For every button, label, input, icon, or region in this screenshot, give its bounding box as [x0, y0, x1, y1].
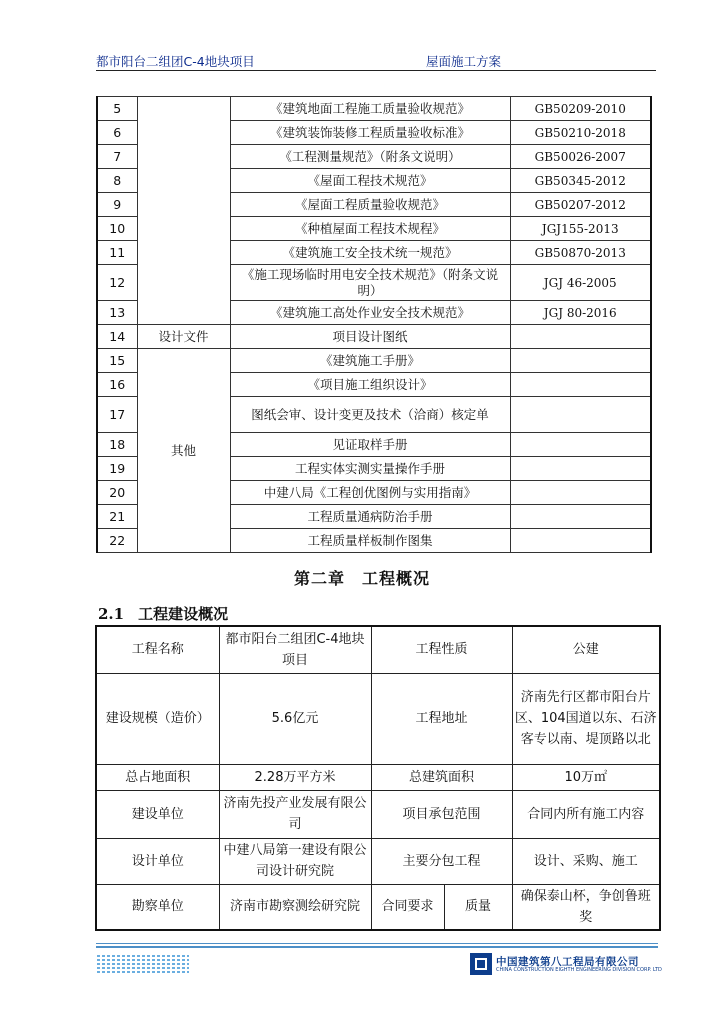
row-number: 13 — [97, 301, 137, 325]
document-name: 《建筑施工安全技术统一规范》 — [230, 241, 510, 265]
label-contract-req: 合同要求 — [371, 884, 444, 930]
standard-code — [510, 433, 651, 457]
standard-code: GB50026-2007 — [510, 145, 651, 169]
document-name: 工程质量通病防治手册 — [230, 505, 510, 529]
label-owner: 建设单位 — [96, 790, 219, 838]
row-number: 8 — [97, 169, 137, 193]
row-number: 9 — [97, 193, 137, 217]
standard-code — [510, 397, 651, 433]
company-logo-icon — [470, 953, 492, 975]
standard-code — [510, 373, 651, 397]
standard-code: GB50207-2012 — [510, 193, 651, 217]
category-other: 其他 — [137, 349, 230, 553]
row-number: 22 — [97, 529, 137, 553]
value-subcontract: 设计、采购、施工 — [512, 838, 660, 884]
chapter-title: 第二章 工程概况 — [293, 569, 430, 588]
footer-divider — [96, 943, 658, 944]
label-land-area: 总占地面积 — [96, 764, 219, 790]
company-name-cn: 中国建筑第八工程局有限公司 — [496, 956, 639, 968]
row-number: 12 — [97, 265, 137, 301]
standard-code: GB50209-2010 — [510, 97, 651, 121]
value-scale: 5.6亿元 — [219, 673, 371, 764]
label-address: 工程地址 — [371, 673, 512, 764]
standard-code — [510, 529, 651, 553]
standard-code — [510, 481, 651, 505]
row-number: 20 — [97, 481, 137, 505]
label-survey: 勘察单位 — [96, 884, 219, 930]
standard-code: GB50870-2013 — [510, 241, 651, 265]
label-building-area: 总建筑面积 — [371, 764, 512, 790]
value-land-area: 2.28万平方米 — [219, 764, 371, 790]
standard-code: JGJ155-2013 — [510, 217, 651, 241]
document-name: 中建八局《工程创优图例与实用指南》 — [230, 481, 510, 505]
standard-code — [510, 457, 651, 481]
row-number: 7 — [97, 145, 137, 169]
row-number: 15 — [97, 349, 137, 373]
label-designer: 设计单位 — [96, 838, 219, 884]
section-number: 2.1 — [98, 605, 125, 623]
document-name: 《种植屋面工程技术规程》 — [230, 217, 510, 241]
document-name: 图纸会审、设计变更及技术（洽商）核定单 — [230, 397, 510, 433]
category-standards — [137, 97, 230, 325]
standard-code: GB50345-2012 — [510, 169, 651, 193]
value-owner: 济南先投产业发展有限公司 — [219, 790, 371, 838]
value-quality: 确保泰山杯，争创鲁班奖 — [512, 884, 660, 930]
label-subcontract: 主要分包工程 — [371, 838, 512, 884]
section-heading — [98, 603, 228, 624]
document-name: 《建筑施工高处作业安全技术规范》 — [230, 301, 510, 325]
document-name: 工程实体实测实量操作手册 — [230, 457, 510, 481]
header-project: 都市阳台二组团C-4地块项目 — [96, 54, 255, 69]
value-survey: 济南市勘察测绘研究院 — [219, 884, 371, 930]
row-number: 18 — [97, 433, 137, 457]
document-name: 《建筑地面工程施工质量验收规范》 — [230, 97, 510, 121]
document-name: 《建筑装饰装修工程质量验收标准》 — [230, 121, 510, 145]
footer-divider-thick — [96, 946, 658, 948]
standard-code: GB50210-2018 — [510, 121, 651, 145]
footer-pattern — [97, 955, 189, 975]
label-scale: 建设规模（造价） — [96, 673, 219, 764]
label-quality: 质量 — [444, 884, 512, 930]
row-number: 17 — [97, 397, 137, 433]
value-contract-scope: 合同内所有施工内容 — [512, 790, 660, 838]
row-number: 21 — [97, 505, 137, 529]
document-name: 《屋面工程质量验收规范》 — [230, 193, 510, 217]
header-divider — [96, 70, 656, 71]
value-building-area: 10万㎡ — [512, 764, 660, 790]
standards-table — [96, 96, 652, 553]
row-number: 16 — [97, 373, 137, 397]
standard-code — [510, 505, 651, 529]
table-row — [97, 349, 651, 373]
standard-code — [510, 349, 651, 373]
document-name: 《屋面工程技术规范》 — [230, 169, 510, 193]
category-design-docs: 设计文件 — [137, 325, 230, 349]
table-row — [97, 97, 651, 121]
standard-code: JGJ 46-2005 — [510, 265, 651, 301]
value-project-name: 都市阳台二组团C-4地块项目 — [219, 626, 371, 673]
standard-code — [510, 325, 651, 349]
section-title: 工程建设概况 — [138, 605, 229, 623]
page-header — [96, 52, 656, 70]
document-name: 项目设计图纸 — [230, 325, 510, 349]
label-contract-scope: 项目承包范围 — [371, 790, 512, 838]
company-name-en: CHINA CONSTRUCTION EIGHTH ENGINEERING DIVISION CORP. LTD — [496, 967, 662, 973]
overview-table — [95, 625, 661, 931]
standard-code: JGJ 80-2016 — [510, 301, 651, 325]
row-number: 10 — [97, 217, 137, 241]
row-number: 19 — [97, 457, 137, 481]
row-number: 14 — [97, 325, 137, 349]
row-number: 5 — [97, 97, 137, 121]
document-name: 见证取样手册 — [230, 433, 510, 457]
value-project-nature: 公建 — [512, 626, 660, 673]
document-name: 《工程测量规范》（附条文说明） — [230, 145, 510, 169]
document-name: 《建筑施工手册》 — [230, 349, 510, 373]
value-address: 济南先行区都市阳台片区、104国道以东、石济客专以南、堤顶路以北 — [512, 673, 660, 764]
label-project-nature: 工程性质 — [371, 626, 512, 673]
document-name: 《项目施工组织设计》 — [230, 373, 510, 397]
value-designer: 中建八局第一建设有限公司设计研究院 — [219, 838, 371, 884]
table-row — [97, 325, 651, 349]
label-project-name: 工程名称 — [96, 626, 219, 673]
row-number: 11 — [97, 241, 137, 265]
header-doc-title: 屋面施工方案 — [426, 54, 502, 69]
document-name: 《施工现场临时用电安全技术规范》（附条文说明） — [230, 265, 510, 301]
row-number: 6 — [97, 121, 137, 145]
document-name: 工程质量样板制作图集 — [230, 529, 510, 553]
